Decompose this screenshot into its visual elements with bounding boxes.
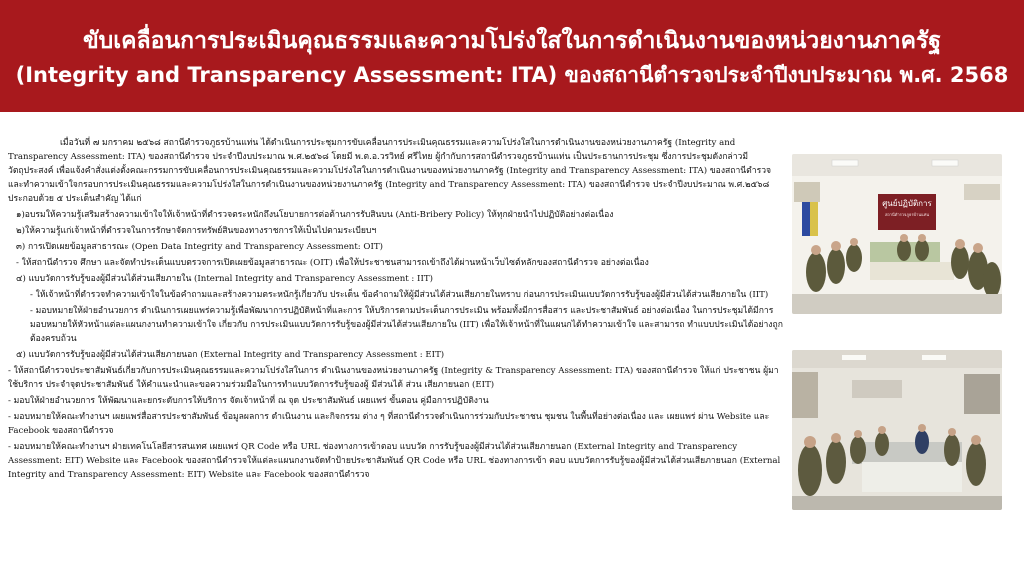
- title-banner: [0, 0, 1024, 112]
- item-1: ๑)อบรมให้ความรู้เสริมสร้างความเข้าใจให้เจ้าหน้าที่ตำรวจตระหนักถึงนโยบายการต่อต้านการรับสินบน (Anti-Bribery Policy) ให้ทุกฝ่ายนำไปปฏิบัติอย่างต่อเนื่อง: [16, 210, 614, 220]
- item-5-title: ๕) แบบวัดการรับรู้ของผู้มีส่วนได้ส่วนเสียภายนอก (External Integrity and Transparency Assessment : EIT): [16, 350, 445, 360]
- item-3-detail: - ให้สถานีตำรวจ ศึกษา และจัดทำประเด็นแบบตรวจการเปิดเผยข้อมูลสาธารณะ (OIT) เพื่อให้ประชาชนสามารถเข้าถึงได้ผ่านหน้าเว็บไซต์หลักของสถานีตำรวจ อย่างต่อเนื่อง: [16, 258, 649, 268]
- meeting-photo-2-illustration: [792, 350, 1002, 510]
- item-2: ๒)ให้ความรู้แก่เจ้าหน้าที่ตำรวจในการรักษาจัดการทรัพย์สินของทางราชการให้เป็นไปตามระเบียบฯ: [16, 226, 377, 236]
- item-5-detail-3: - มอบหมายให้คณะทำงานฯ เผยแพร่สื่อสารประชาสัมพันธ์ ข้อมูลผลการ ดำเนินงาน และกิจกรรม ต่าง ๆ ที่สถานีตำรวจดำเนินการร่วมกับประชาชน ชุมชน ในพื้นที่อย่างต่อเนื่อง และ เผยแพร่ ผ่าน Website และ Facebook ของสถานีตำรวจ: [8, 412, 770, 436]
- page-title-line1: ขับเคลื่อนการประเมินคุณธรรมและความโปร่งใสในการดำเนินงานของหน่วยงานภาครัฐ: [82, 28, 942, 54]
- item-5-detail-1: - ให้สถานีตำรวจประชาสัมพันธ์เกี่ยวกับการประเมินคุณธรรมและความโปร่งใสในการ ดำเนินงานของหน่วยงานภาครัฐ (Integrity & Transparency Assessment: ITA) ของสถานีตำรวจ ให้แก่ ประชาชน ผู้มาใช้บริการ ประจำจุดประชาสัมพันธ์ ให้คำแนะนำและขอความร่วมมือในการทำแบบวัดการรับรู้ของผู้ มีส่วนได้ ส่วน เสียภายนอก (EIT): [8, 366, 779, 390]
- item-3-title: ๓) การเปิดเผยข้อมูลสาธารณะ (Open Data Integrity and Transparency Assessment: OIT): [16, 242, 383, 252]
- item-4-title: ๔) แบบวัดการรับรู้ของผู้มีส่วนได้ส่วนเสียภายใน (Internal Integrity and Transparency Assessment : IIT): [16, 274, 433, 284]
- item-5-detail-4: - มอบหมายให้คณะทำงานฯ ฝ่ายเทคโนโลยีสารสนเทศ เผยแพร่ QR Code หรือ URL ช่องทางการเข้าตอบ แบบวัด การรับรู้ของผู้มีส่วนได้ส่วนเสียภายนอก (External Integrity and Transparency Assessment: EIT) Website และ Facebook ของสถานีตำรวจให้แต่ละแผนกงานจัดทำป้ายประชาสัมพันธ์ QR Code หรือ URL ช่องทางการเข้า ตอบ แบบวัดการรับรู้ของผู้มีส่วนได้ส่วนเสียภายนอก (External Integrity and Transparency Assessment: EIT) Website และ Facebook ของสถานีตำรวจ: [8, 442, 781, 480]
- item-5-detail-2: - มอบให้ฝ่ายอำนวยการ ให้พัฒนาและยกระดับการให้บริการ จัดเจ้าหน้าที่ ณ จุด ประชาสัมพันธ์ เผยแพร่ ขั้นตอน คู่มือการปฏิบัติงาน: [8, 396, 489, 406]
- meeting-photo-1: [792, 154, 1002, 314]
- sign-text: ศูนย์ปฏิบัติการ: [882, 199, 932, 208]
- intro-paragraph: เมื่อวันที่ ๗ มกราคม ๒๕๖๘ สถานีตำรวจภูธรบ้านแท่น ได้ดำเนินการประชุมการขับเคลื่อนการประเมินคุณธรรมและความโปร่งใสในการดำเนินงานของหน่วยงานภาครัฐ (Integrity and Transparency Assessment: ITA) ของสถานีตำรวจ ประจำปีงบประมาณ พ.ศ.๒๕๖๘ โดยมี พ.ต.อ.วรวิทย์ ศรีไทย ผู้กำกับการสถานีตำรวจภูธรบ้านแท่น เป็นประธานการประชุม ซึ่งการประชุมดังกล่าวมีวัตถุประสงค์ เพื่อแจ้งคำสั่งแต่งตั้งคณะกรรมการขับเคลื่อนการประเมินคุณธรรมและความโปร่งใสในการดำเนินงานของหน่วยงานภาครัฐ (Integrity and Transparency Assessment: ITA) ของสถานีตำรวจ และทำความเข้าใจกรอบการประเมินคุณธรรมและความโปร่งใสในการดำเนินงานของหน่วยงานภาครัฐ (Integrity and Transparency Assessment: ITA) ของสถานีตำรวจ ประจำปีงบประมาณ พ.ศ.๒๕๖๘ ประกอบด้วย ๕ ประเด็นสำคัญ ได้แก่: [8, 138, 772, 204]
- item-4-detail-1: - ให้เจ้าหน้าที่ตำรวจทำความเข้าใจในข้อคำถามและสร้างความตระหนักรู้เกี่ยวกับ ประเด็น ข้อคำถามให้ผู้มีส่วนได้ส่วนเสียภายในทราบ ก่อนการประเมินแบบวัดการรับรู้ของผู้มีส่วนได้ส่วนเสียภายใน (IIT): [30, 290, 769, 300]
- sign-subtext: สถานีตำรวจภูธรบ้านแท่น: [884, 212, 930, 217]
- item-4-detail-2: - มอบหมายให้ฝ่ายอำนวยการ ดำเนินการเผยแพร่ความรู้เพื่อพัฒนาการปฏิบัติหน้าที่และการ ให้บริการตามประเด็นการประเมิน พร้อมทั้งมีการสื่อสาร และประชาสัมพันธ์ อย่างต่อเนื่อง ในการประชุมได้มีการมอบหมายให้หัวหน้าแต่ละแผนกงานทำความเข้าใจ เกี่ยวกับ การประเมินแบบวัดการรับรู้ของผู้มีส่วนได้ส่วนเสียภายใน (IIT) เพื่อให้เจ้าหน้าที่ในแผนกได้ทำความเข้าใจ และสามารถ ทำแบบประเมินได้อย่างถูกต้องครบถ้วน: [30, 306, 783, 344]
- article-body: [8, 136, 784, 566]
- page-title-line2: (Integrity and Transparency Assessment: ITA) ของสถานีตำรวจประจำปีงบประมาณ พ.ศ. 2568: [15, 63, 1009, 87]
- meeting-photo-2: [792, 350, 1002, 510]
- meeting-photo-1-illustration: [792, 154, 1002, 314]
